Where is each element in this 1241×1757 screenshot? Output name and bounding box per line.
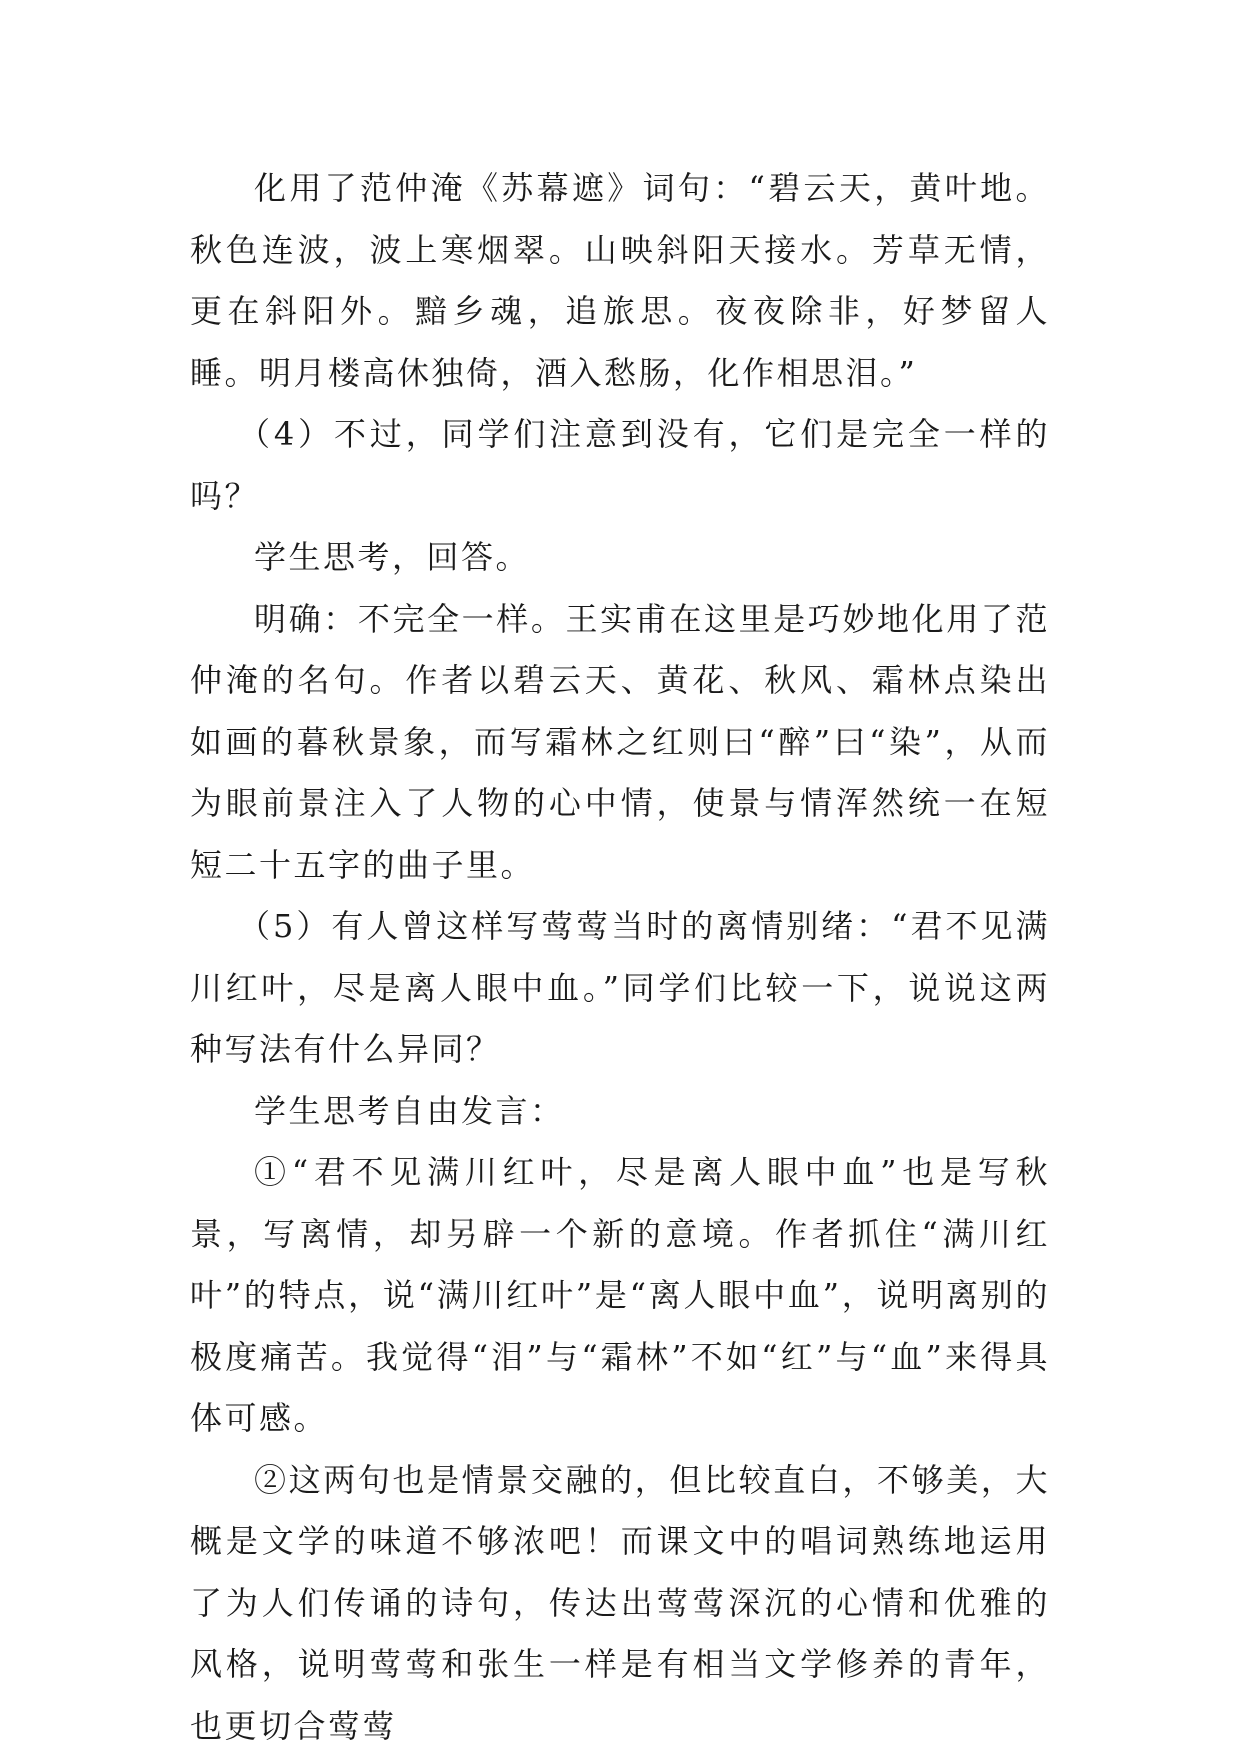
paragraph-student-answer: 学生思考，回答。: [190, 527, 1050, 589]
document-body: [190, 158, 1050, 1757]
paragraph-question-4: （4）不过，同学们注意到没有，它们是完全一样的吗？: [190, 404, 1050, 527]
paragraph-point-1: ①“君不见满川红叶，尽是离人眼中血”也是写秋景，写离情，却另辟一个新的意境。作者抓住“满川红叶”的特点，说“满川红叶”是“离人眼中血”，说明离别的极度痛苦。我觉得“泪”与“霜林”不如“红”与“血”来得具体可感。: [190, 1142, 1050, 1450]
paragraph-student-discussion: 学生思考自由发言：: [190, 1081, 1050, 1143]
paragraph-question-5: （5）有人曾这样写莺莺当时的离情别绪：“君不见满川红叶，尽是离人眼中血。”同学们比较一下，说说这两种写法有什么异同？: [190, 896, 1050, 1081]
paragraph-quote-continuation: 化用了范仲淹《苏幕遮》词句：“碧云天，黄叶地。秋色连波，波上寒烟翠。山映斜阳天接水。芳草无情，更在斜阳外。黯乡魂，追旅思。夜夜除非，好梦留人睡。明月楼高休独倚，酒入愁肠，化作相思泪。”: [190, 158, 1050, 404]
paragraph-clarification: 明确：不完全一样。王实甫在这里是巧妙地化用了范仲淹的名句。作者以碧云天、黄花、秋风、霜林点染出如画的暮秋景象，而写霜林之红则曰“醉”曰“染”，从而为眼前景注入了人物的心中情，使景与情浑然统一在短短二十五字的曲子里。: [190, 589, 1050, 897]
paragraph-point-2: ②这两句也是情景交融的，但比较直白，不够美，大概是文学的味道不够浓吧！而课文中的唱词熟练地运用了为人们传诵的诗句，传达出莺莺深沉的心情和优雅的风格，说明莺莺和张生一样是有相当文学修养的青年，也更切合莺莺: [190, 1450, 1050, 1757]
